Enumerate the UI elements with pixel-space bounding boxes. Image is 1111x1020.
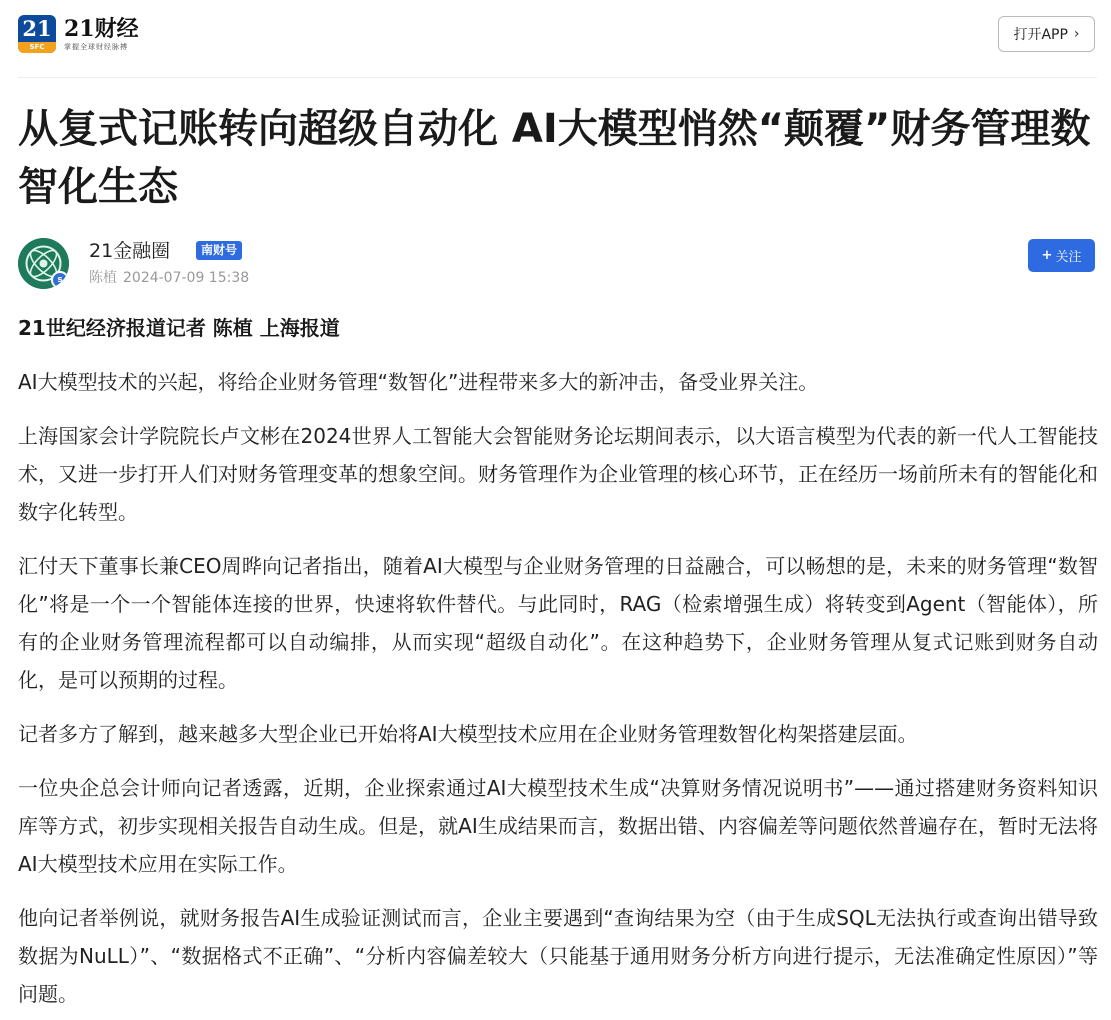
author-name[interactable]: 21金融圈 [89, 240, 171, 262]
author-tag-badge: 南财号 [196, 241, 242, 260]
header-divider [18, 77, 1097, 78]
logo-badge-strip: SFC [18, 42, 56, 53]
follow-button[interactable] [1028, 239, 1095, 272]
article-title: 从复式记账转向超级自动化 AI大模型悄然“颠覆”财务管理数智化生态 [18, 106, 1091, 210]
site-logo[interactable] [18, 15, 139, 53]
logo-badge [18, 15, 56, 53]
article-paragraph: 上海国家会计学院院长卢文彬在2024世界人工智能大会智能财务论坛期间表示，以大语言模型为代表的新一代人工智能技术，又进一步打开人们对财务管理变革的想象空间。财务管理作为企业管理的核心环节，正在经历一场前所未有的智能化和数字化转型。 [18, 424, 1098, 524]
author-meta [89, 269, 249, 287]
logo-name: 21财经 [64, 16, 139, 42]
chevron-right-icon: › [1073, 26, 1080, 42]
plus-icon: + [1041, 248, 1053, 263]
avatar-verified-badge: s [51, 271, 69, 289]
logo-badge-number: 21 [22, 16, 52, 41]
article-paragraph: 一位央企总会计师向记者透露，近期，企业探索通过AI大模型技术生成“决算财务情况说明书”——通过搭建财务资料知识库等方式，初步实现相关报告自动生成。但是，就AI生成结果而言，数据出错、内容偏差等问题依然普遍存在，暂时无法将AI大模型技术应用在实际工作。 [18, 776, 1098, 876]
author-row [18, 238, 1095, 292]
author-avatar[interactable] [18, 238, 69, 289]
article-paragraph: 汇付天下董事长兼CEO周晔向记者指出，随着AI大模型与企业财务管理的日益融合，可以畅想的是，未来的财务管理“数智化”将是一个一个智能体连接的世界，快速将软件替代。与此同时，RAG（检索增强生成）将转变到Agent（智能体），所有的企业财务管理流程都可以自动编排，从而实现“超级自动化”。在这种趋势下，企业财务管理从复式记账到财务自动化，是可以预期的过程。 [18, 554, 1098, 692]
publish-date: 2024-07-09 15:38 [123, 270, 250, 286]
follow-label: 关注 [1055, 250, 1082, 265]
article-paragraph: 记者多方了解到，越来越多大型企业已开始将AI大模型技术应用在企业财务管理数智化构架搭建层面。 [18, 722, 918, 746]
article-paragraph: AI大模型技术的兴起，将给企业财务管理“数智化”进程带来多大的新冲击，备受业界关注。 [18, 370, 819, 394]
open-app-label: 打开APP [1013, 27, 1068, 43]
open-app-button[interactable] [998, 16, 1095, 52]
article-byline: 21世纪经济报道记者 陈植 上海报道 [18, 316, 340, 340]
logo-text [64, 16, 139, 52]
logo-slogan: 掌握全球财经脉搏 [64, 43, 128, 51]
article-paragraph: 他向记者举例说，就财务报告AI生成验证测试而言，企业主要遇到“查询结果为空（由于生成SQL无法执行或查询出错导致数据为NuLL）”、“数据格式不正确”、“分析内容偏差较大（只能基于通用财务分析方向进行提示，无法准确定性原因）”等问题。 [18, 906, 1098, 1006]
article-body [18, 310, 1098, 1020]
reporter-name: 陈植 [89, 270, 117, 286]
site-header [0, 0, 1111, 78]
